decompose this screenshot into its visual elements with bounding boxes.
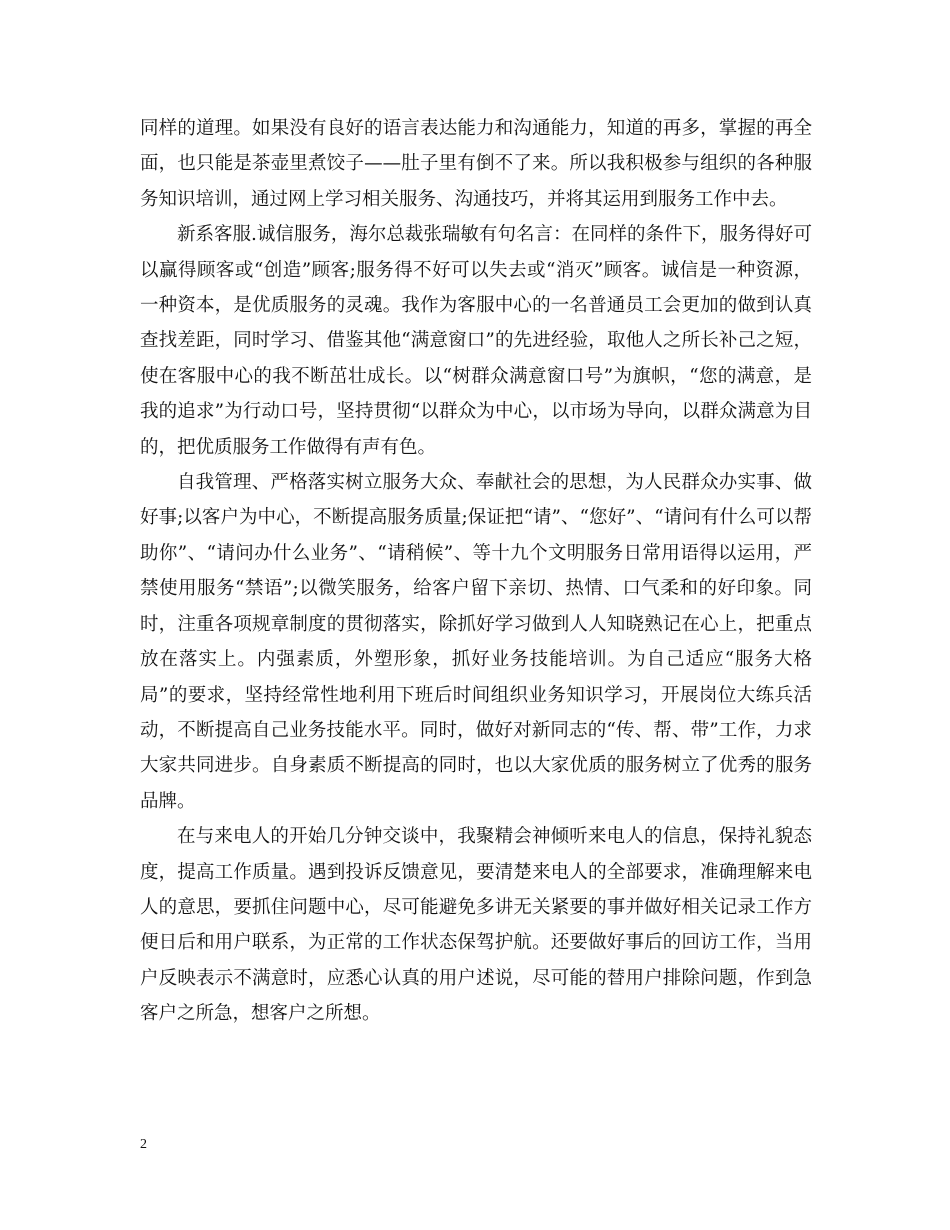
page-number: 2 (140, 1137, 147, 1152)
paragraph-self-management: 自我管理、严格落实树立服务大众、奉献社会的思想，为人民群众办实事、做好事;以客户为中心，不断提高服务质量;保证把“请”、“您好”、“请问有什么可以帮助你”、“请问办什么业务”、“请稍候”、等十九个文明服务日常用语得以运用，严禁使用服务“禁语”;以微笑服务，给客户留下亲切、热情、口气柔和的好印象。同时，注重各项规章制度的贯彻落实，除抓好学习做到人人知晓熟记在心上，把重点放在落实上。内强素质，外塑形象，抓好业务技能培训。为自己适应“服务大格局”的要求，坚持经常性地利用下班后时间组织业务知识学习，开展岗位大练兵活动，不断提高自己业务技能水平。同时，做好对新同志的“传、帮、带”工作，力求大家共同进步。自身素质不断提高的同时，也以大家优质的服务树立了优秀的服务品牌。 (140, 472, 812, 812)
paragraph-continuation: 同样的道理。如果没有良好的语言表达能力和沟通能力，知道的再多，掌握的再全面，也只能是茶壶里煮饺子——肚子里有倒不了来。所以我积极参与组织的各种服务知识培训，通过网上学习相关服务、沟通技巧，并将其运用到服务工作中去。 (140, 118, 812, 210)
paragraph-integrity-service: 新系客服.诚信服务，海尔总裁张瑞敏有句名言：在同样的条件下，服务得好可以赢得顾客或“创造”顾客;服务得不好可以失去或“消灭”顾客。诚信是一种资源，一种资本，是优质服务的灵魂。我作为客服中心的一名普通员工会更加的做到认真查找差距，同时学习、借鉴其他“满意窗口”的先进经验，取他人之所长补己之短，使在客服中心的我不断茁壮成长。以“树群众满意窗口号”为旗帜，“您的满意，是我的追求”为行动口号，坚持贯彻“以群众为中心，以市场为导向，以群众满意为目的，把优质服务工作做得有声有色。 (140, 224, 812, 458)
document-body (140, 111, 812, 1032)
paragraph-caller-communication: 在与来电人的开始几分钟交谈中，我聚精会神倾听来电人的信息，保持礼貌态度，提高工作质量。遇到投诉反馈意见，要清楚来电人的全部要求，准确理解来电人的意思，要抓住问题中心，尽可能避免多讲无关紧要的事并做好相关记录工作方便日后和用户联系，为正常的工作状态保驾护航。还要做好事后的回访工作，当用户反映表示不满意时，应悉心认真的用户述说，尽可能的替用户排除问题，作到急客户之所急，想客户之所想。 (140, 826, 812, 1025)
